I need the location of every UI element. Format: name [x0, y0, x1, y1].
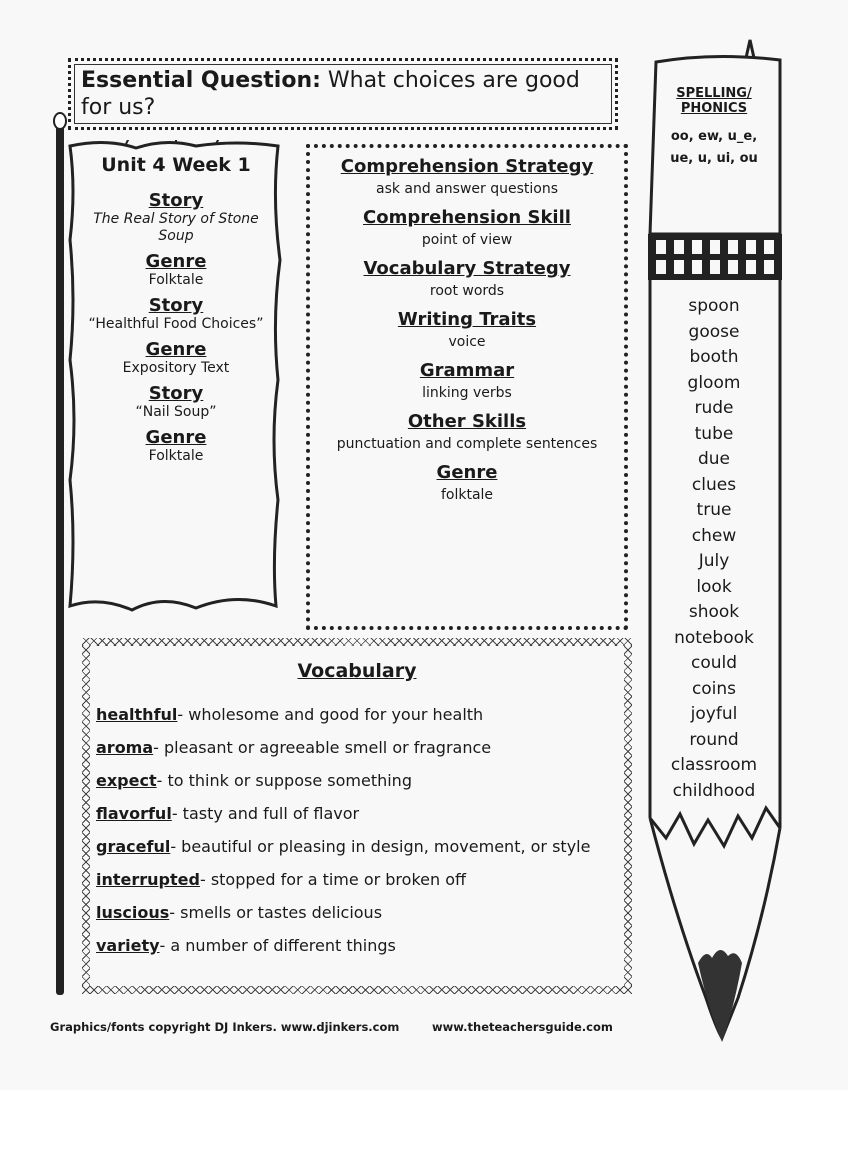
vocab-entry	[96, 929, 618, 962]
vocab-word: variety	[96, 936, 160, 955]
genre-value: Folktale	[148, 448, 204, 464]
genre-heading: Genre	[145, 251, 207, 272]
essential-question-label: Essential Question:	[81, 68, 321, 93]
phonics-patterns-line2: ue, u, ui, ou	[670, 151, 758, 166]
banner-content	[78, 154, 274, 471]
vocab-entry	[96, 830, 618, 863]
vocab-entry	[96, 731, 618, 764]
genre-heading: Genre	[145, 427, 207, 448]
skill-value: ask and answer questions	[375, 181, 558, 197]
banner-pole-knob	[53, 112, 67, 130]
spelling-title-line1: SPELLING/	[676, 86, 752, 101]
vocab-word: expect	[96, 771, 157, 790]
skill-value: punctuation and complete sentences	[336, 436, 598, 452]
spelling-word: shook	[688, 602, 740, 622]
spelling-word: could	[690, 653, 738, 673]
story-title: The Real Story of Stone Soup	[93, 211, 259, 244]
genre-heading: Genre	[145, 339, 207, 360]
skill-heading: Comprehension Skill	[363, 207, 571, 228]
skill-heading: Other Skills	[407, 411, 527, 432]
story-heading: Story	[148, 190, 204, 211]
vocab-entry	[96, 863, 618, 896]
unit-banner	[66, 140, 284, 612]
vocab-definition: - wholesome and good for your health	[177, 705, 484, 724]
genre-value: Expository Text	[122, 360, 230, 376]
spelling-word: due	[697, 449, 731, 469]
skill-value: folktale	[440, 487, 494, 503]
skill-heading: Writing Traits	[397, 309, 537, 330]
vocab-entry	[96, 797, 618, 830]
spelling-word: true	[696, 500, 732, 520]
skill-value: point of view	[421, 232, 513, 248]
vocab-entry	[96, 764, 618, 797]
vocab-definition: - smells or tastes delicious	[169, 903, 383, 922]
vocab-definition: - beautiful or pleasing in design, movement, or style	[170, 837, 591, 856]
essential-question	[81, 67, 605, 121]
vocabulary-content	[90, 646, 624, 986]
spelling-word: childhood	[672, 780, 756, 801]
spelling-word: classroom	[670, 755, 758, 775]
spelling-word-list	[646, 294, 782, 804]
spelling-word: look	[696, 576, 732, 597]
spelling-word: rude	[694, 398, 734, 418]
skill-heading: Vocabulary Strategy	[363, 258, 571, 279]
essential-question-text: What choices are good for us?	[81, 68, 580, 120]
spelling-word: round	[689, 729, 739, 750]
vocab-definition: - pleasant or agreeable smell or fragrance	[153, 738, 492, 757]
vocab-word: graceful	[96, 837, 171, 856]
spelling-word: tube	[694, 423, 734, 444]
spelling-word: coins	[691, 678, 737, 699]
vocab-entry	[96, 896, 618, 929]
scan-margin	[0, 1090, 848, 1168]
vocab-word: luscious	[96, 903, 170, 922]
genre-value: Folktale	[148, 272, 204, 288]
footer-copyright: Graphics/fonts copyright DJ Inkers. www.djinkers.com	[50, 1020, 400, 1034]
spelling-word: chew	[691, 525, 737, 546]
skill-value: linking verbs	[422, 385, 512, 401]
unit-title: Unit 4 Week 1	[101, 154, 251, 176]
vocab-entry	[96, 698, 618, 731]
skills-box	[306, 144, 628, 630]
story-heading: Story	[148, 295, 204, 316]
vocab-word: interrupted	[96, 870, 200, 889]
spelling-word: July	[698, 551, 730, 571]
vocab-word: flavorful	[96, 804, 172, 823]
skill-heading: Genre	[436, 462, 498, 483]
footer-website: www.theteachersguide.com	[432, 1020, 613, 1034]
spelling-title-line2: PHONICS	[680, 101, 748, 116]
skill-value: voice	[448, 334, 486, 350]
vocab-word: aroma	[96, 738, 154, 757]
vocabulary-box	[82, 638, 632, 994]
spelling-header	[646, 86, 782, 170]
spelling-word: notebook	[674, 627, 754, 648]
vocab-definition: - stopped for a time or broken off	[199, 870, 467, 889]
phonics-patterns	[646, 126, 782, 170]
vocab-word: healthful	[96, 705, 178, 724]
spelling-word: joyful	[690, 704, 738, 724]
phonics-patterns-line1: oo, ew, u_e,	[670, 129, 758, 144]
spelling-word: gloom	[687, 372, 741, 393]
skill-value: root words	[429, 283, 505, 299]
spelling-word: booth	[689, 347, 739, 367]
spelling-pencil	[646, 38, 782, 1058]
story-title: “Nail Soup”	[135, 404, 217, 420]
story-title: “Healthful Food Choices”	[88, 316, 264, 332]
banner-pole	[56, 120, 64, 995]
skill-heading: Grammar	[419, 360, 515, 381]
skill-heading: Comprehension Strategy	[340, 156, 594, 177]
vocab-definition: - a number of different things	[159, 936, 396, 955]
story-heading: Story	[148, 383, 204, 404]
essential-question-box	[68, 58, 618, 130]
vocabulary-title: Vocabulary	[297, 660, 417, 682]
vocab-definition: - to think or suppose something	[156, 771, 412, 790]
spelling-word: spoon	[688, 296, 740, 316]
vocab-definition: - tasty and full of flavor	[171, 804, 360, 823]
spelling-word: goose	[688, 321, 740, 342]
spelling-word: clues	[691, 474, 737, 495]
